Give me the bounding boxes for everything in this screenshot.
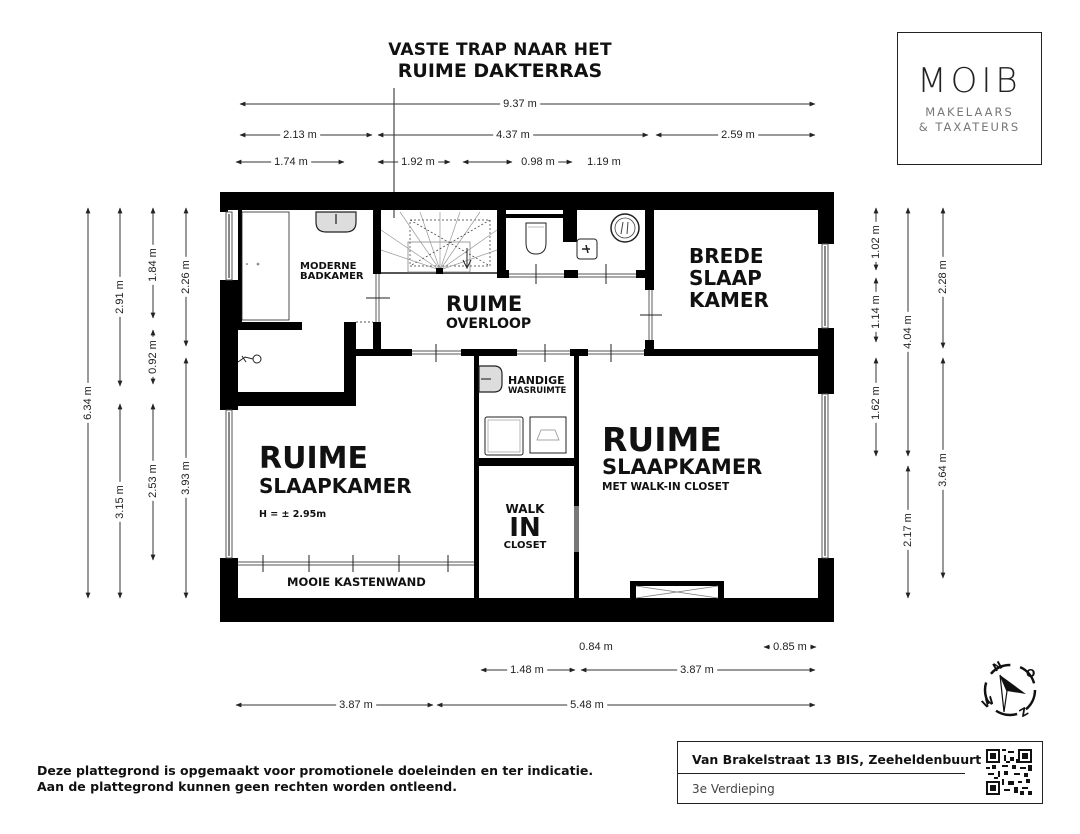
dim-bottom-0-85: 0.85 m xyxy=(770,641,810,653)
room-bathroom-label xyxy=(300,262,364,282)
disclaimer-line1: Deze plattegrond is opgemaakt voor promotionele doeleinden en ter indicatie. xyxy=(37,763,594,778)
landing-line1: RUIME xyxy=(446,292,523,316)
laundry-line1: HANDIGE xyxy=(508,374,565,387)
dim-left-0-92: 0.92 m xyxy=(147,337,159,377)
dim-bottom-1-48: 1.48 m xyxy=(507,664,547,676)
laundry-line2: WASRUIMTE xyxy=(508,386,567,396)
address-box xyxy=(677,741,1043,804)
left-bedroom-line2: SLAAPKAMER xyxy=(259,474,412,498)
floor-level: 3e Verdieping xyxy=(692,782,775,796)
room-right-bedroom-label xyxy=(602,420,763,493)
room-walkin-label xyxy=(488,503,562,551)
logo-name: MOIB xyxy=(917,61,1022,101)
disclaimer-line2: Aan de plattegrond kunnen geen rechten worden ontleend. xyxy=(37,779,457,794)
qr-code-icon xyxy=(986,749,1032,795)
stair-icon xyxy=(381,212,497,272)
walkin-line2: IN xyxy=(509,513,541,543)
wide-bedroom-line2: SLAAP xyxy=(689,266,762,290)
address: Van Brakelstraat 13 BIS, Zeeheldenbuurt xyxy=(692,752,982,767)
dim-left-2-26: 2.26 m xyxy=(180,257,192,297)
toilet-icon xyxy=(526,223,546,254)
dim-left-3-93: 3.93 m xyxy=(180,458,192,498)
dim-bottom-3-87-right: 3.87 m xyxy=(677,664,717,676)
dim-bottom-5-48: 5.48 m xyxy=(567,699,607,711)
right-bedroom-line2: SLAAPKAMER xyxy=(602,455,763,479)
dim-top-2-59: 2.59 m xyxy=(718,129,758,141)
dim-left-2-91: 2.91 m xyxy=(114,277,126,317)
room-wardrobe-label: MOOIE KASTENWAND xyxy=(287,575,426,589)
compass-letter-z: Z xyxy=(1017,704,1031,721)
logo-line1: MAKELAARS xyxy=(925,105,1014,119)
right-bedroom-line1: RUIME xyxy=(602,420,722,459)
wide-bedroom-line3: KAMER xyxy=(689,288,769,312)
address-divider xyxy=(678,773,965,774)
wide-bedroom-line1: BREDE xyxy=(689,244,764,268)
compass-letter-n: N xyxy=(990,658,1005,675)
washing-machine-icon xyxy=(485,417,523,455)
dim-top-0-98: 0.98 m xyxy=(518,156,558,168)
bottom-dimension-lines xyxy=(236,647,816,705)
dim-bottom-3-87-left: 3.87 m xyxy=(336,699,376,711)
logo-line2: & TAXATEURS xyxy=(918,119,1021,134)
dim-top-4-37: 4.37 m xyxy=(493,129,533,141)
disclaimer xyxy=(37,763,593,795)
dim-right-1-62: 1.62 m xyxy=(870,383,882,423)
dim-left-3-15: 3.15 m xyxy=(114,482,126,522)
bathroom-line2: BADKAMER xyxy=(300,271,364,282)
left-dimension-lines xyxy=(88,208,186,598)
dim-right-2-28: 2.28 m xyxy=(937,257,949,297)
stair-note-line1: VASTE TRAP NAAR HET xyxy=(388,40,612,60)
compass-letter-w: W xyxy=(979,693,997,712)
dim-left-total: 6.34 m xyxy=(82,383,94,423)
dim-right-2-17: 2.17 m xyxy=(902,510,914,550)
dim-left-1-84: 1.84 m xyxy=(147,245,159,285)
ceiling-height-note: H = ± 2.95m xyxy=(259,509,327,520)
left-bedroom-line1: RUIME xyxy=(259,441,368,476)
bathroom-line1: MODERNE xyxy=(300,261,357,272)
landing-line2: OVERLOOP xyxy=(446,316,532,332)
stair-note-line2: RUIME DAKTERRAS xyxy=(397,60,603,82)
dim-top-1-74: 1.74 m xyxy=(271,156,311,168)
bathtub-icon xyxy=(242,212,289,320)
dim-bottom-0-84: 0.84 m xyxy=(576,641,616,653)
walkin-line1: WALK xyxy=(505,502,545,516)
dim-left-2-53: 2.53 m xyxy=(147,461,159,501)
dim-right-4-04: 4.04 m xyxy=(902,312,914,352)
dim-right-3-64: 3.64 m xyxy=(937,450,949,490)
sliding-doors xyxy=(238,271,652,565)
room-left-bedroom-label xyxy=(259,441,412,520)
dim-right-1-14: 1.14 m xyxy=(870,292,882,332)
shower-icon xyxy=(238,355,261,363)
dryer-icon xyxy=(530,417,566,453)
dim-top-1-92: 1.92 m xyxy=(398,156,438,168)
walkin-line3: CLOSET xyxy=(503,540,547,551)
room-wide-bedroom-label xyxy=(689,245,769,311)
dim-top-2-13: 2.13 m xyxy=(280,129,320,141)
room-landing-label xyxy=(446,294,531,331)
room-laundry-label xyxy=(508,376,566,396)
right-bedroom-line3: MET WALK-IN CLOSET xyxy=(602,481,730,493)
dim-top-1-19: 1.19 m xyxy=(584,156,624,168)
compass-letter-o: O xyxy=(1026,667,1036,680)
dim-top-total: 9.37 m xyxy=(500,98,540,110)
dim-right-1-02: 1.02 m xyxy=(870,222,882,262)
